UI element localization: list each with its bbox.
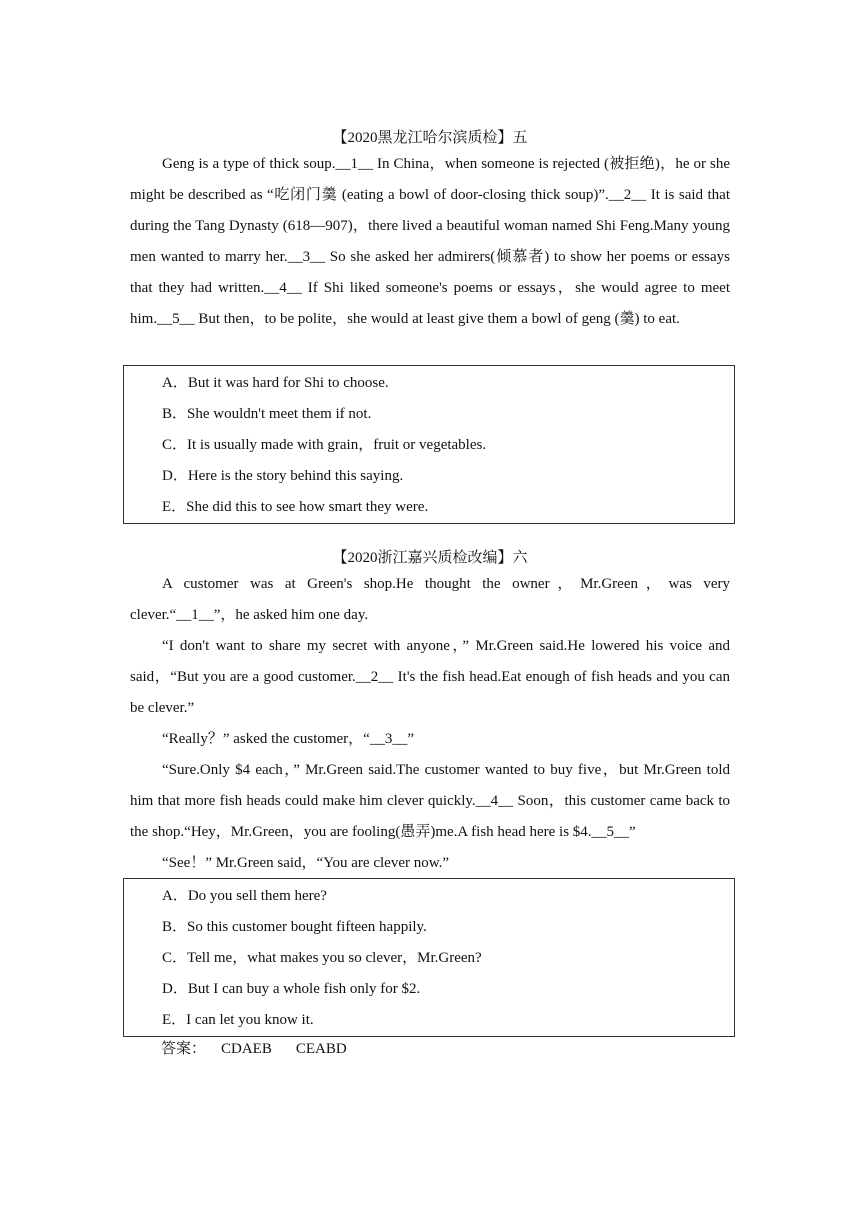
section-1-option-c: C．It is usually made with grain，fruit or vegetables.	[162, 437, 487, 453]
section-1-passage: Geng is a type of thick soup.__1__ In China，when someone is rejected (被拒绝)，he or she might be described as “吃闭门羹 (eating a bowl of door-closing thick soup)”.__2__ It is said that during the Tang Dynasty (618—907)，there lived a beautiful woman named Shi Feng.Many young men wanted to marry her.__3__ So she asked her admirers(倾慕者) to show her poems or essays that they had written.__4__ If Shi liked someone's poems or essays，she would agree to meet him.__5__ But then，to be polite，she would at least give them a bowl of geng (羹) to eat.	[130, 156, 730, 327]
section-2-option-d: D．But I can buy a whole fish only for $2.	[162, 981, 421, 997]
section-2-option-e: E．I can let you know it.	[162, 1012, 314, 1028]
section-2-paragraph-1: A customer was at Green's shop.He thought the owner，Mr.Green，was very clever.“__1__”，he asked him one day.	[130, 576, 730, 623]
section-1-options-box	[123, 365, 735, 524]
section-2	[130, 548, 730, 879]
answer-label: 答案：	[161, 1041, 207, 1057]
section-1-option-b: B．She wouldn't meet them if not.	[162, 406, 372, 422]
section-1-option-d: D．Here is the story behind this saying.	[162, 468, 404, 484]
section-2-paragraph-3: “Really？” asked the customer，“__3__”	[162, 731, 414, 747]
section-1-option-a: A．But it was hard for Shi to choose.	[162, 375, 389, 391]
section-2-heading: 【2020浙江嘉兴质检改编】六	[332, 550, 528, 566]
section-2-paragraph-5: “See！” Mr.Green said，“You are clever now.”	[162, 855, 449, 871]
section-1-heading: 【2020黑龙江哈尔滨质检】五	[332, 130, 528, 146]
section-2-option-c: C．Tell me，what makes you so clever，Mr.Green?	[162, 950, 482, 966]
section-2-options-box	[123, 878, 735, 1037]
section-1-option-e: E．She did this to see how smart they were.	[162, 499, 429, 515]
section-2-paragraph-2: “I don't want to share my secret with anyone，” Mr.Green said.He lowered his voice and said，“But you are a good customer.__2__ It's the fish head.Eat enough of fish heads and you can be clever.”	[130, 638, 730, 716]
section-1	[130, 128, 730, 335]
section-2-paragraph-4: “Sure.Only $4 each，” Mr.Green said.The customer wanted to buy five，but Mr.Green told him that more fish heads could make him clever quickly.__4__ Soon，this customer came back to the shop.“Hey，Mr.Green，you are fooling(愚弄)me.A fish head here is $4.__5__”	[130, 762, 730, 840]
section-2-option-b: B．So this customer bought fifteen happily.	[162, 919, 427, 935]
answer-value-2: CEABD	[295, 1041, 347, 1057]
section-2-option-a: A．Do you sell them here?	[162, 888, 327, 904]
answer-value-1: CDAEB	[221, 1041, 272, 1057]
answer-line	[161, 1039, 347, 1059]
